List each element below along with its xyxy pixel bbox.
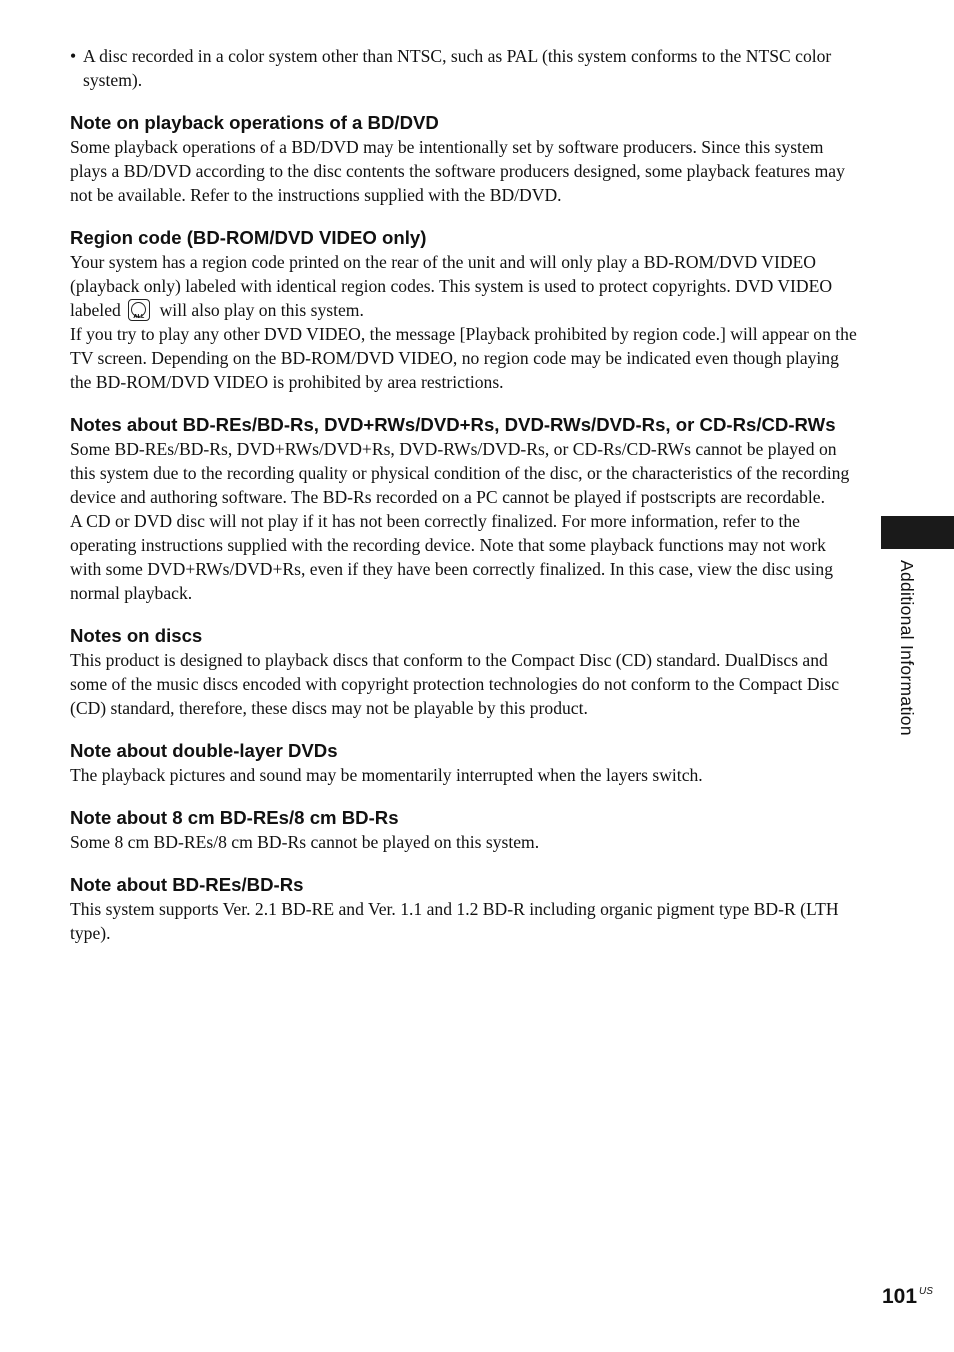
- heading-recordable-discs: Notes about BD-REs/BD-Rs, DVD+RWs/DVD+Rs, DVD-RWs/DVD-Rs, or CD-Rs/CD-RWs: [70, 414, 836, 435]
- body-notes-on-discs: This product is designed to playback discs that conform to the Compact Disc (CD) standard. DualDiscs and some of the music discs encoded with copyright protection technologies do not conform to the Compact Disc (CD) standard, therefore, these discs may not be playable by this product.: [70, 650, 840, 718]
- region-code-text-1: Your system has a region code printed on the rear of the unit and will only play a BD-ROM/DVD VIDEO (playback only) labeled with identical region codes. This system is used to protect copyrights. DVD VIDEO labeled: [70, 252, 833, 320]
- body-region-code: [70, 250, 860, 322]
- section-tab-label: Additional Information: [897, 560, 917, 736]
- page-number: [882, 1285, 933, 1309]
- region-code-text-2: will also play on this system.: [155, 300, 364, 320]
- body-bd-re-bd-r: This system supports Ver. 2.1 BD-RE and Ver. 1.1 and 1.2 BD-R including organic pigment type BD-R (LTH type).: [70, 899, 839, 943]
- heading-notes-on-discs: Notes on discs: [70, 625, 203, 646]
- intro-bullet: [70, 44, 860, 92]
- region-icon-label: ALL: [133, 314, 145, 320]
- bullet-text: A disc recorded in a color system other than NTSC, such as PAL (this system conforms to the NTSC color system).: [83, 46, 832, 90]
- body-recordable-discs-2: A CD or DVD disc will not play if it has not been correctly finalized. For more information, refer to the operating instructions supplied with the recording device. Note that some playback functions may not work with some DVD+RWs/DVD+Rs, even if they have been correctly finalized. In this case, view the disc using normal playback.: [70, 511, 833, 603]
- heading-8cm-discs: Note about 8 cm BD-REs/8 cm BD-Rs: [70, 807, 399, 828]
- page-number-suffix: US: [919, 1286, 933, 1297]
- page-number-value: 101: [882, 1285, 918, 1308]
- section-tab-marker: [881, 516, 954, 549]
- body-double-layer: The playback pictures and sound may be momentarily interrupted when the layers switch.: [70, 765, 703, 785]
- body-playback-operations: Some playback operations of a BD/DVD may be intentionally set by software producers. Since this system plays a BD/DVD according to the disc contents the software producers designed, some playback features may not be available. Refer to the instructions supplied with the BD/DVD.: [70, 137, 845, 205]
- region-all-icon: [128, 299, 150, 321]
- heading-bd-re-bd-r: Note about BD-REs/BD-Rs: [70, 874, 304, 895]
- heading-double-layer: Note about double-layer DVDs: [70, 740, 338, 761]
- bullet-marker: •: [70, 46, 77, 66]
- heading-region-code: Region code (BD-ROM/DVD VIDEO only): [70, 227, 427, 248]
- body-region-code-2: If you try to play any other DVD VIDEO, the message [Playback prohibited by region code.] will appear on the TV screen. Depending on the BD-ROM/DVD VIDEO, no region code may be indicated even though playing the BD-ROM/DVD VIDEO is prohibited by area restrictions.: [70, 324, 857, 392]
- heading-playback-operations: Note on playback operations of a BD/DVD: [70, 112, 439, 133]
- body-8cm-discs: Some 8 cm BD-REs/8 cm BD-Rs cannot be played on this system.: [70, 832, 540, 852]
- page-content: [70, 44, 860, 945]
- body-recordable-discs: Some BD-REs/BD-Rs, DVD+RWs/DVD+Rs, DVD-RWs/DVD-Rs, or CD-Rs/CD-RWs cannot be played on this system due to the recording quality or physical condition of the disc, or the characteristics of the recording device and authoring software. The BD-Rs recorded on a PC cannot be played if postscripts are recordable.: [70, 439, 850, 507]
